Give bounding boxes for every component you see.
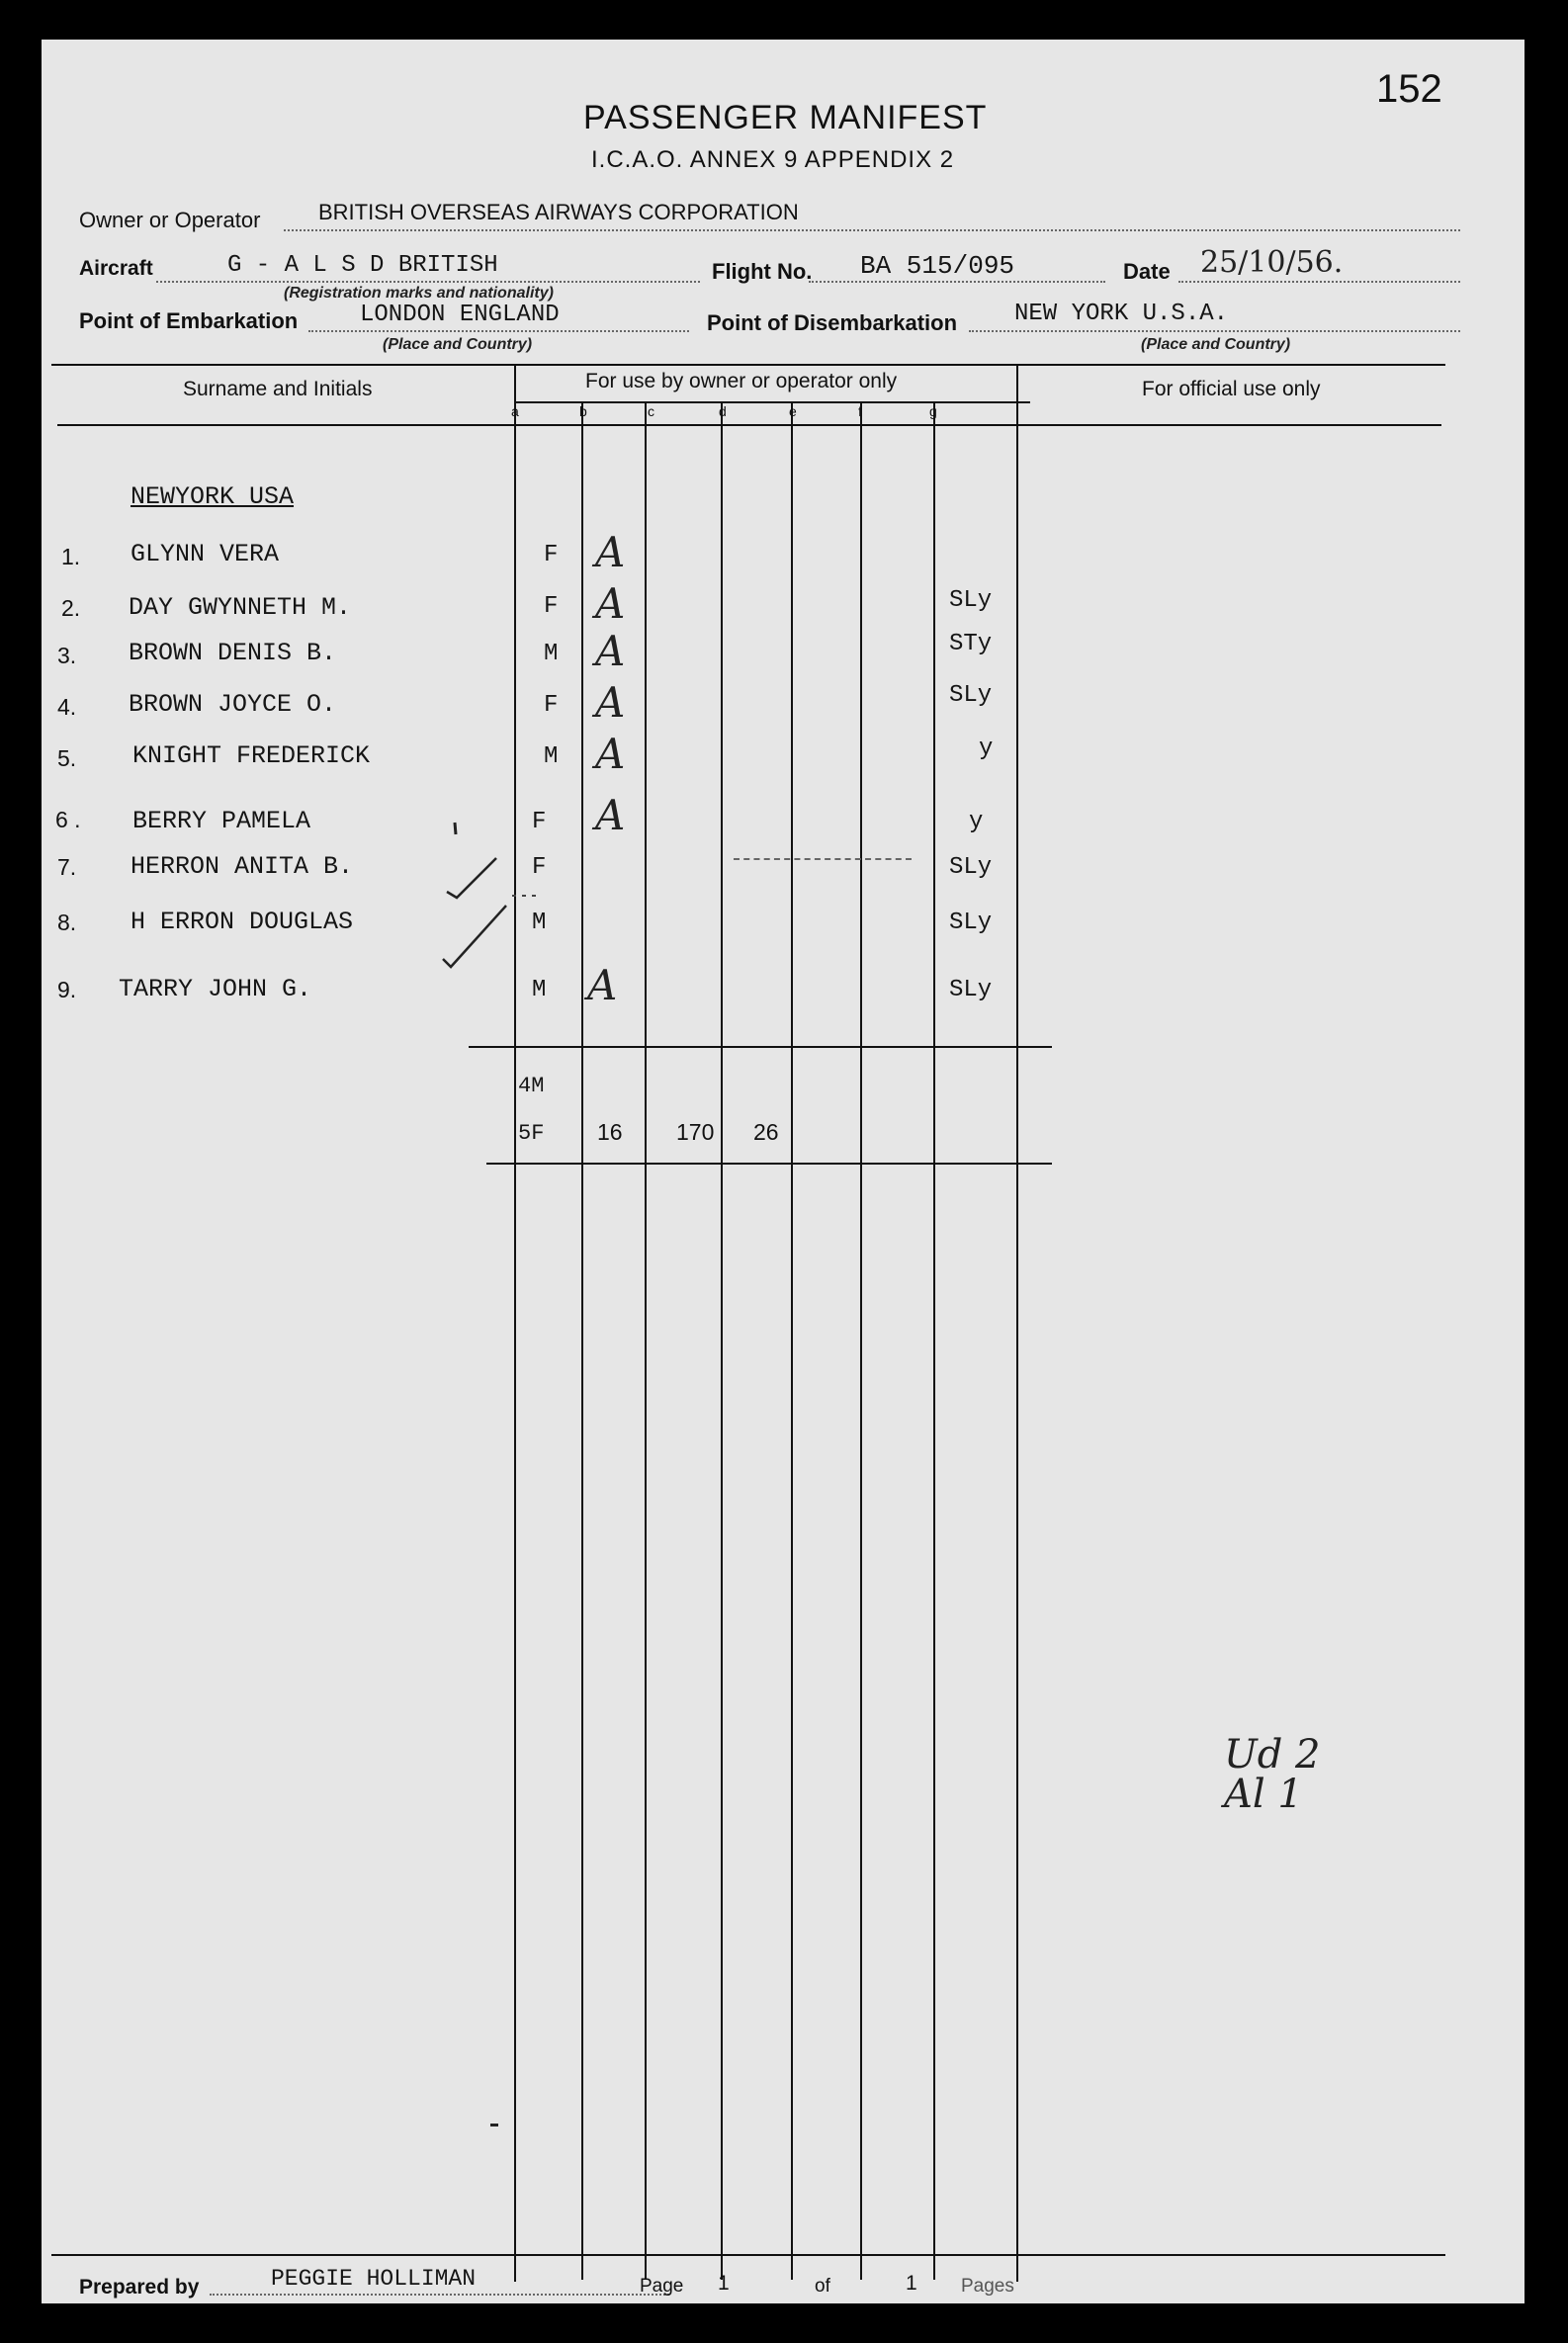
col-line-c-left [645,401,647,2280]
date-value: 25/10/56. [1200,245,1344,280]
header-top-rule [51,364,1445,366]
row-number: 5. [57,745,77,771]
status-mark: A [595,678,626,727]
code-g: SLy [949,910,993,936]
total-c: 170 [676,1119,715,1145]
row-number: 7. [57,854,77,880]
date-label: Date [1123,259,1171,284]
column-surname: Surname and Initials [183,378,373,400]
status-mark: A [587,961,618,1009]
embarkation-note: (Place and Country) [383,336,533,353]
code-g: SLy [949,977,993,1003]
prepared-by-value: PEGGIE HOLLIMAN [271,2266,477,2292]
code-g: SLy [949,682,993,709]
of-value: 1 [906,2272,917,2295]
col-line-a-left [514,364,516,2282]
footer-rule [51,2254,1445,2256]
sex-code: M [532,977,547,1003]
disembarkation-note: (Place and Country) [1141,336,1291,353]
passenger-name: HERRON ANITA B. [131,852,354,881]
passenger-name: GLYNN VERA [131,540,280,568]
column-operator: For use by owner or operator only [585,370,898,392]
code-g: STy [949,631,993,657]
prepared-by-label: Prepared by [79,2276,200,2299]
sex-code: M [544,641,559,667]
flight-value: BA 515/095 [860,251,1015,281]
status-mark: A [595,528,626,576]
aircraft-label: Aircraft [79,257,153,280]
row-number: 3. [57,643,77,668]
sex-code: M [532,910,547,936]
owner-value: BRITISH OVERSEAS AIRWAYS CORPORATION [318,200,799,224]
code-g: y [969,809,984,835]
row-number: 1. [61,544,81,569]
column-letter-f: f [858,403,862,419]
row-number: 8. [57,910,77,935]
row-number: 2. [61,595,81,621]
flight-label: Flight No. [712,259,813,284]
aircraft-note: (Registration marks and nationality) [284,285,554,302]
row-number: 4. [57,694,77,720]
column-letter-b: b [579,403,587,419]
status-mark: A [595,791,626,839]
document-title: PASSENGER MANIFEST [583,99,988,136]
owner-label: Owner or Operator [79,208,261,232]
margin-note-line2: Al 1 [1224,1772,1303,1817]
column-official: For official use only [1142,378,1321,400]
page-label: Page [640,2276,684,2297]
passenger-name: DAY GWYNNETH M. [129,593,352,622]
manifest-sheet [42,40,1524,2303]
page-number: 152 [1376,67,1442,111]
total-females: 5F [518,1121,545,1146]
status-mark: A [595,730,626,778]
header-bottom-rule [57,424,1441,426]
passenger-name: BERRY PAMELA [132,807,311,835]
sex-code: F [544,542,559,568]
passenger-name: H ERRON DOUGLAS [131,908,354,936]
col-line-official-left [1016,364,1018,2282]
col-line-g-left [933,401,935,2280]
sex-code: F [544,593,559,620]
col-line-b-left [581,401,583,2280]
passenger-name: KNIGHT FREDERICK [132,741,371,770]
totals-top-rule [469,1046,1052,1048]
passenger-name: BROWN JOYCE O. [129,690,337,719]
embarkation-value: LONDON ENGLAND [360,302,560,328]
status-mark: A [595,579,626,628]
code-g: SLy [949,854,993,881]
col-line-d-left [721,401,723,2280]
sex-code: F [532,809,547,835]
embarkation-label: Point of Embarkation [79,308,299,333]
sex-code: F [544,692,559,719]
passenger-name: TARRY JOHN G. [119,975,312,1003]
sex-code: F [532,854,547,881]
sex-code: M [544,743,559,770]
col-line-e-left [791,401,793,2280]
of-label: of [815,2276,830,2297]
total-b: 16 [597,1119,623,1145]
column-letter-d: d [719,403,727,419]
total-males: 4M [518,1074,545,1098]
totals-bottom-rule [486,1163,1052,1165]
check-marks [437,811,546,979]
page-value: 1 [718,2272,730,2295]
disembarkation-label: Point of Disembarkation [707,310,958,335]
total-d: 26 [753,1119,779,1145]
column-letter-a: a [511,403,519,419]
passenger-name: BROWN DENIS B. [129,639,337,667]
disembarkation-value: NEW YORK U.S.A. [1014,301,1229,327]
section-heading: NEWYORK USA [131,482,295,511]
document-subtitle: I.C.A.O. ANNEX 9 APPENDIX 2 [591,146,955,173]
pages-label: Pages [961,2276,1014,2297]
code-g: y [979,736,994,762]
col-line-f-left [860,401,862,2280]
margin-note-line1: Ud 2 [1224,1732,1321,1778]
aircraft-value: G - A L S D BRITISH [227,252,498,279]
column-letter-g: g [929,403,937,419]
code-g: SLy [949,587,993,614]
row-number: 6 . [55,807,81,832]
row-number: 9. [57,977,77,1002]
column-letter-e: e [789,403,797,419]
status-mark: A [595,627,626,675]
column-letter-c: c [648,403,654,419]
